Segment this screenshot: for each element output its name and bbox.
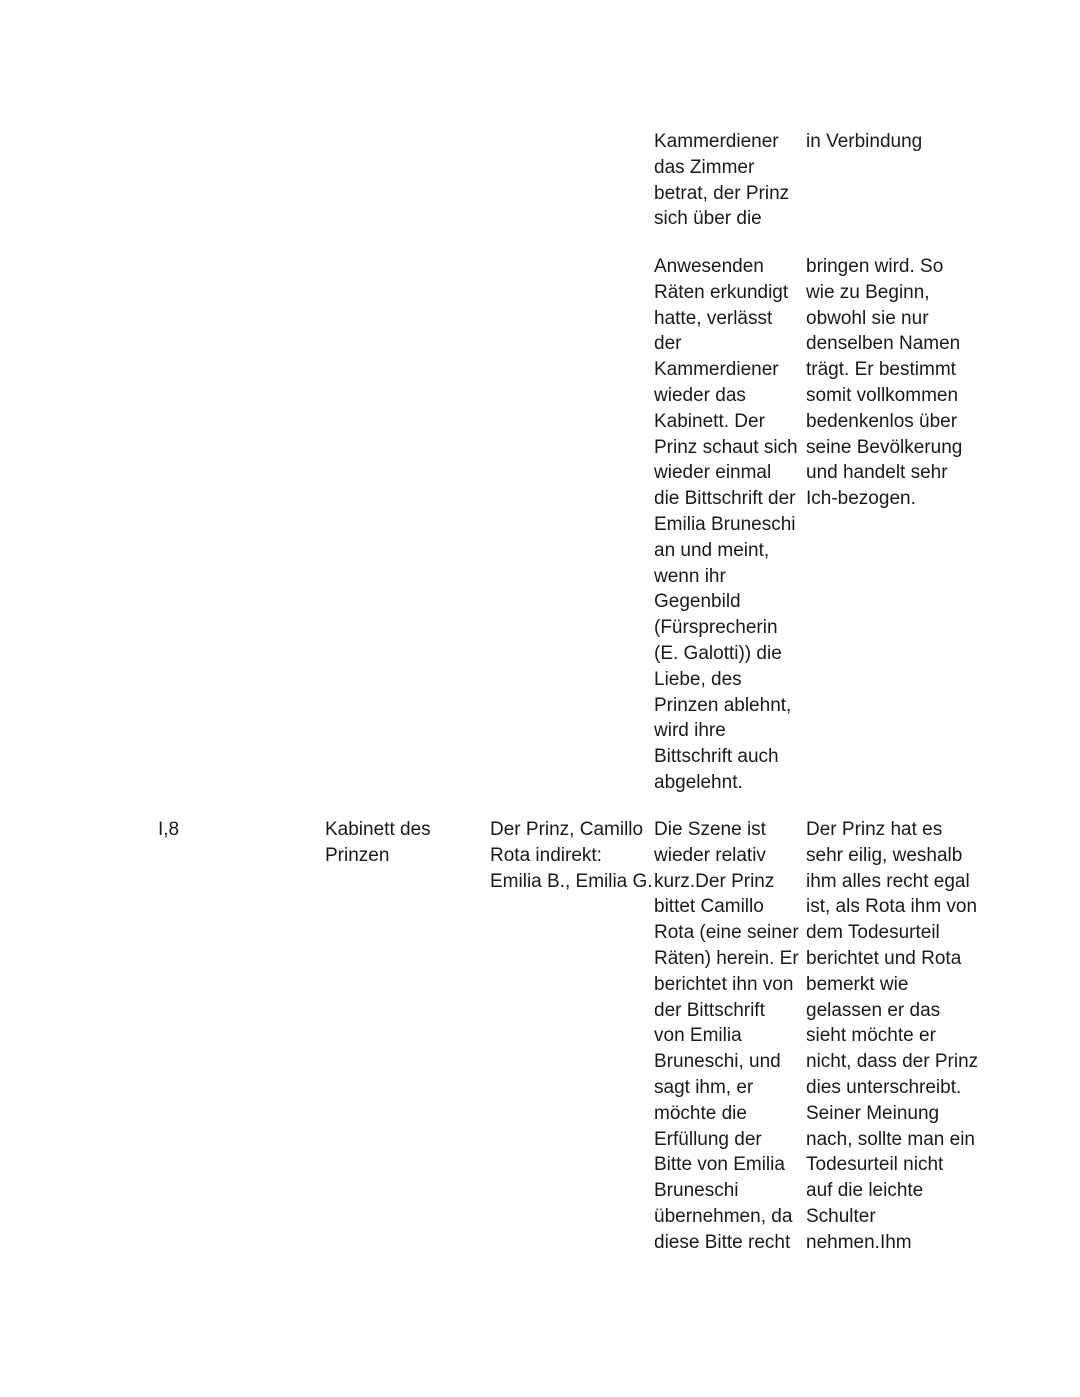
continuation-deutung-cell-2: bringen wird. So wie zu Beginn, obwohl sie nur denselben Namen trägt. Er bestimmt somit vollkommen bedenkenlos über seine Bevölkerung und handelt sehr Ich-bezogen.: [806, 256, 963, 510]
continuation-inhalt-cell-2: Anwesenden Räten erkundigt hatte, verlässt der Kammerdiener wieder das Kabinett. Der Prinz schaut sich wieder einmal die Bittschrift der Emilia Bruneschi an und meint, wenn ihr Gegenbild (Fürsprecherin (E. Galotti)) die Liebe, des Prinzen ablehnt, wird ihre Bittschrift auch abgelehnt.: [654, 256, 798, 793]
row-i8-personen-cell: Der Prinz, Camillo Rota indirekt: Emilia B., Emilia G.: [490, 819, 653, 892]
continuation-inhalt-cell-1: Kammerdiener das Zimmer betrat, der Prinz sich über die: [654, 131, 790, 230]
row-i8-szene-cell: I,8: [158, 819, 180, 840]
row-i8-inhalt-cell: Die Szene ist wieder relativ kurz.Der Prinz bittet Camillo Rota (eine seiner Räten) herein. Er berichtet ihn von der Bittschrift von Emilia Bruneschi, und sagt ihm, er möchte die Erfüllung der Bitte von Emilia Bruneschi übernehmen, da diese Bitte recht: [654, 819, 799, 1253]
row-i8-ort-cell: Kabinett des Prinzen: [325, 819, 431, 866]
continuation-deutung-cell-1: in Verbindung: [806, 131, 923, 152]
row-i8-deutung-cell: Der Prinz hat es sehr eilig, weshalb ihm alles recht egal ist, als Rota ihm von dem Todesurteil berichtet und Rota bemerkt wie gelassen er das sieht möchte er nicht, dass der Prinz dies unterschreibt. Seiner Meinung nach, sollte man ein Todesurteil nicht auf die leichte Schulter nehmen.Ihm: [806, 819, 979, 1253]
